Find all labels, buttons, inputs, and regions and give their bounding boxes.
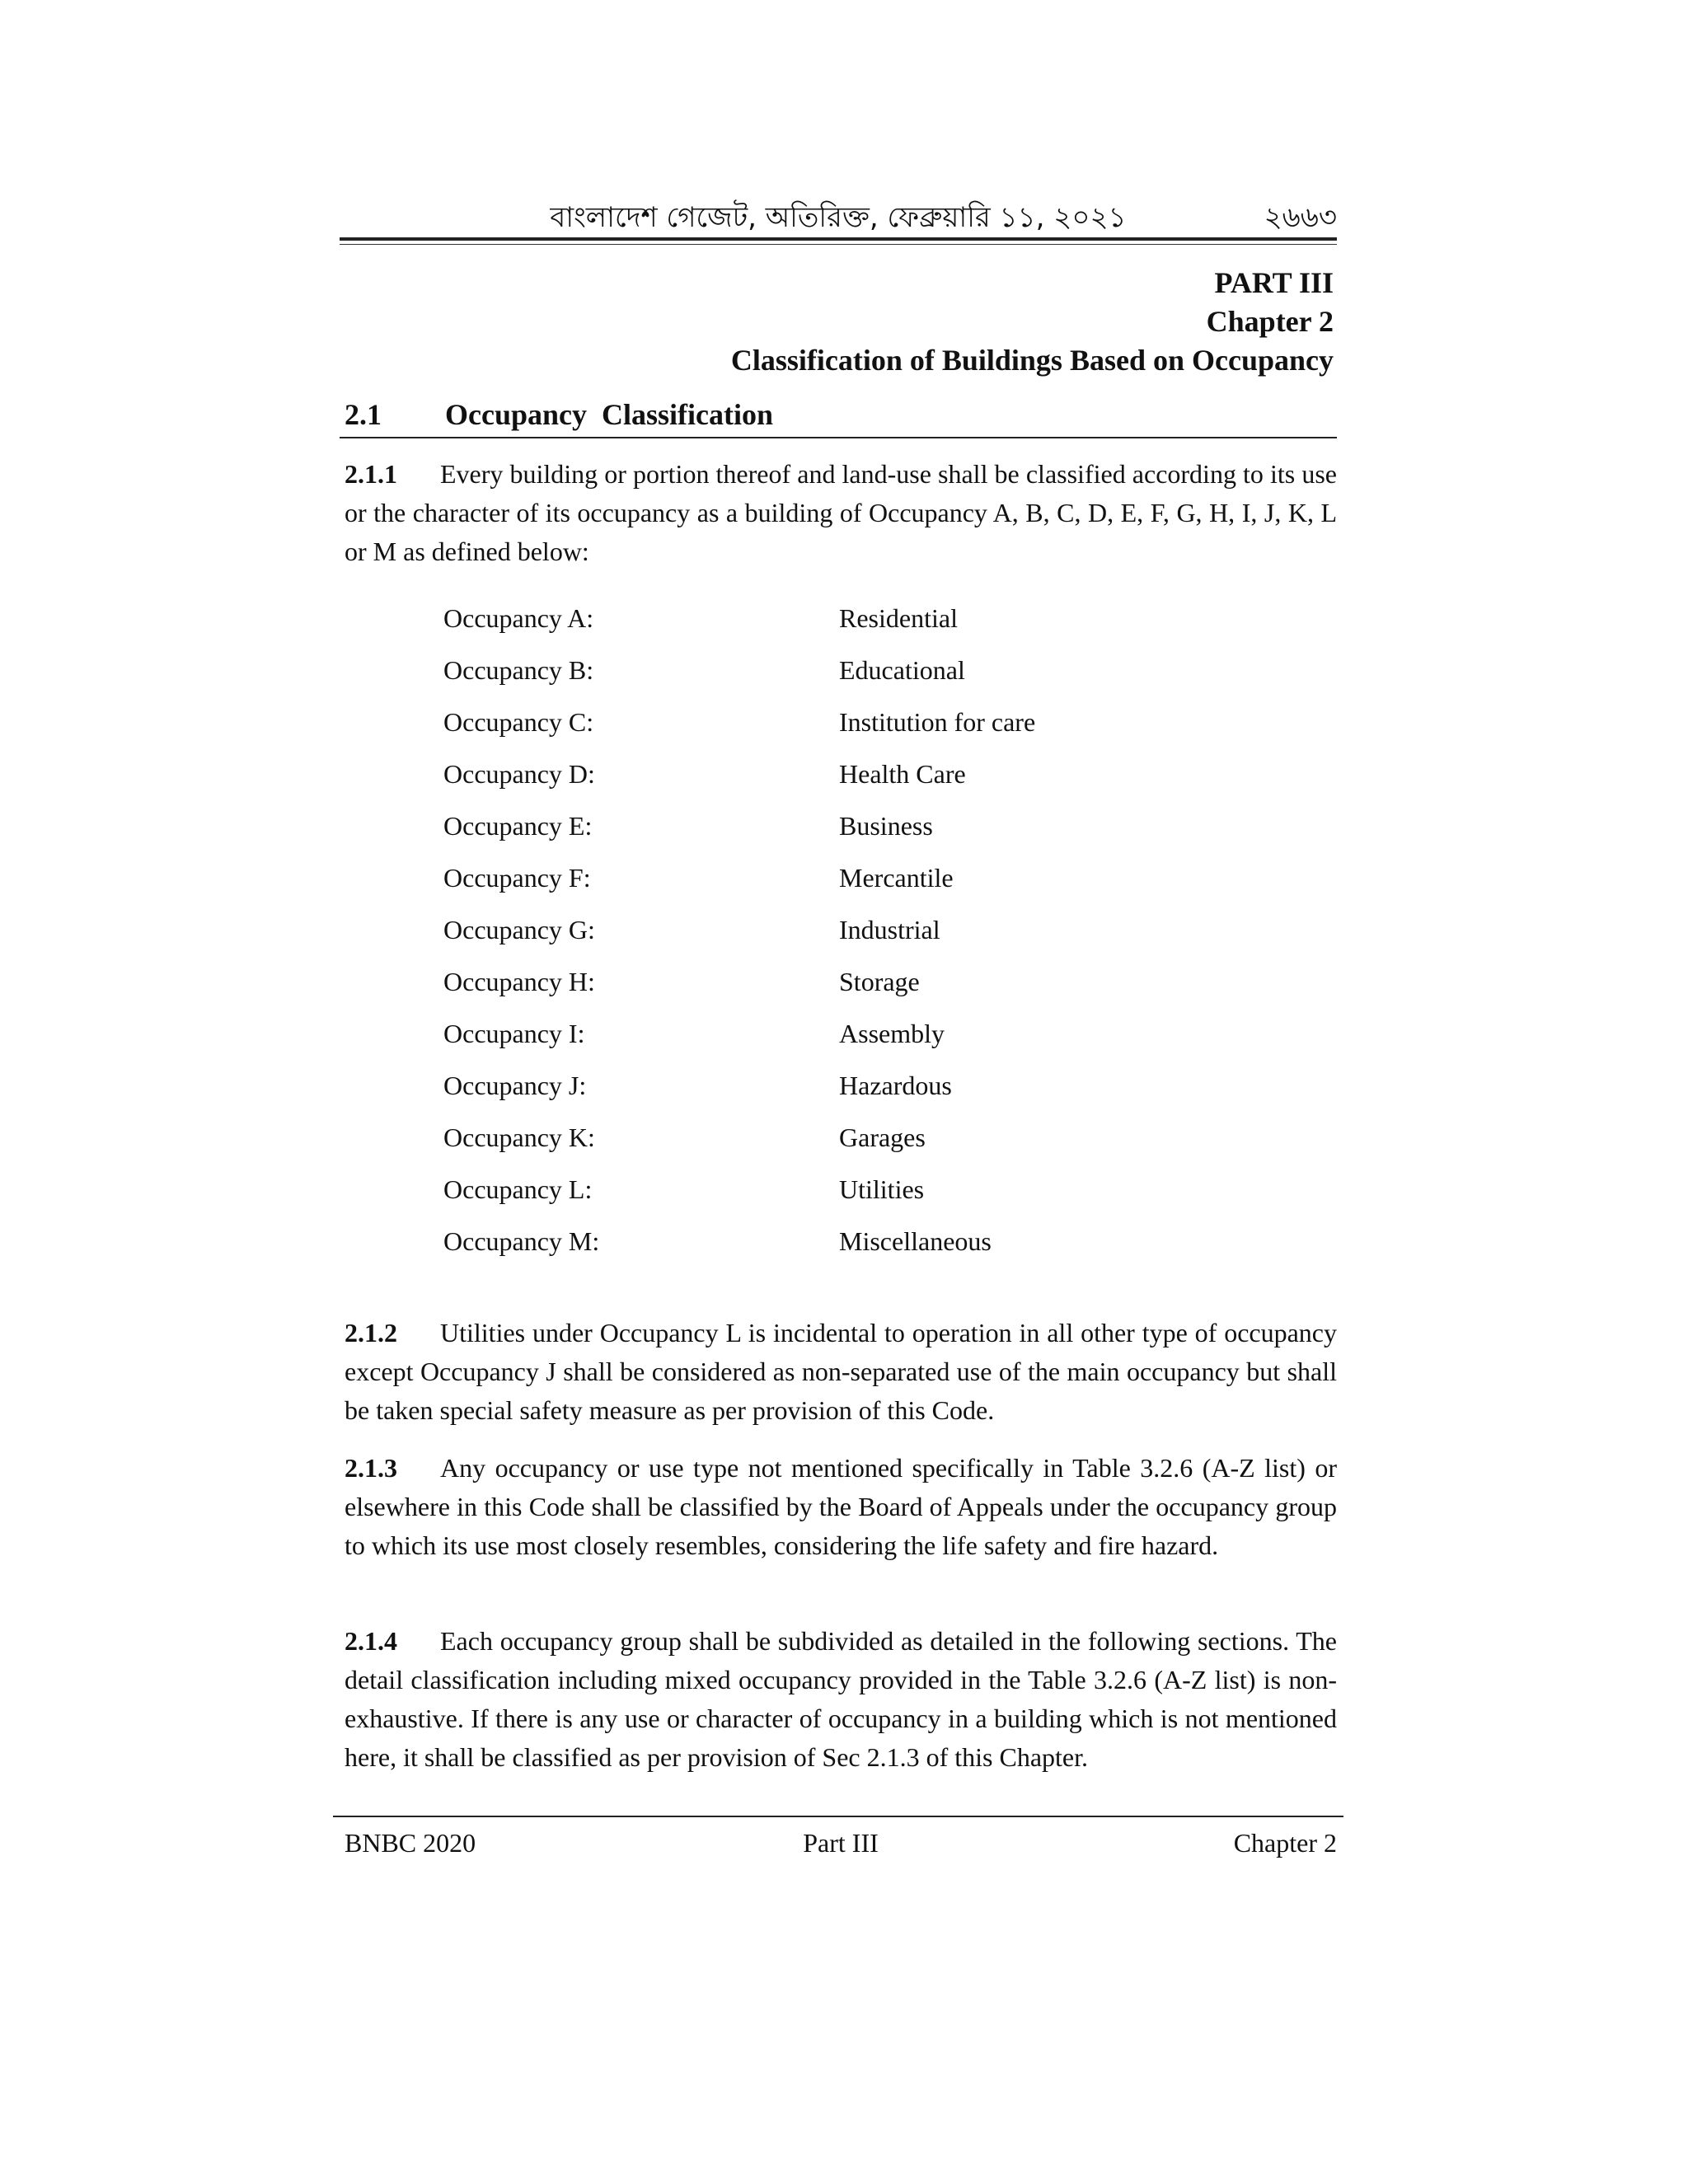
occupancy-value: Business bbox=[839, 811, 933, 841]
section-heading bbox=[345, 397, 1337, 437]
occupancy-label: Occupancy I: bbox=[443, 1019, 585, 1048]
paragraph-number: 2.1.4 bbox=[345, 1626, 397, 1656]
paragraph-text: Each occupancy group shall be subdivided as detailed in the following sections. The detail classification including mixed occupancy provided in the Table 3.2.6 (A-Z list) is non-exhaustive. If there is any use or character of occupancy in a building which is not mentioned here, it shall be classified as per provision of Sec 2.1.3 of this Chapter. bbox=[345, 1626, 1337, 1772]
occupancy-label: Occupancy F: bbox=[443, 863, 591, 893]
gazette-line: বাংলাদেশ গেজেট, অতিরিক্ত, ফেব্রুয়ারি ১১, ২০২১ bbox=[550, 201, 1127, 234]
occupancy-value: Institution for care bbox=[839, 707, 1036, 737]
header-rule-thick bbox=[340, 237, 1337, 241]
occupancy-value: Garages bbox=[839, 1122, 926, 1152]
paragraph-number: 2.1.3 bbox=[345, 1453, 397, 1483]
occupancy-row bbox=[443, 603, 1185, 644]
paragraph-2-1-2 bbox=[345, 1314, 1337, 1430]
occupancy-label: Occupancy B: bbox=[443, 655, 594, 685]
footer-code: BNBC 2020 bbox=[345, 1828, 476, 1858]
section-rule bbox=[340, 437, 1337, 438]
occupancy-label: Occupancy G: bbox=[443, 915, 595, 944]
occupancy-row bbox=[443, 1071, 1185, 1112]
page-number: ২৬৬৩ bbox=[1264, 201, 1337, 234]
paragraph-2-1-4 bbox=[345, 1622, 1337, 1777]
paragraph-text: Any occupancy or use type not mentioned specifically in Table 3.2.6 (A-Z list) or elsewhere in this Code shall be classified by the Board of Appeals under the occupancy group to which its use most closely resembles, considering the life safety and fire hazard. bbox=[345, 1453, 1337, 1560]
occupancy-value: Utilities bbox=[839, 1174, 925, 1204]
occupancy-label: Occupancy D: bbox=[443, 759, 595, 789]
footer-chapter: Chapter 2 bbox=[1233, 1828, 1337, 1858]
occupancy-value: Hazardous bbox=[839, 1071, 952, 1100]
occupancy-row bbox=[443, 915, 1185, 956]
footer-part: Part III bbox=[803, 1828, 879, 1858]
occupancy-value: Residential bbox=[839, 603, 958, 633]
occupancy-label: Occupancy K: bbox=[443, 1122, 595, 1152]
occupancy-row bbox=[443, 967, 1185, 1008]
page-footer bbox=[345, 1828, 1337, 1864]
occupancy-label: Occupancy C: bbox=[443, 707, 594, 737]
chapter-number: Chapter 2 bbox=[1206, 305, 1334, 338]
occupancy-row bbox=[443, 1122, 1185, 1164]
occupancy-value: Storage bbox=[839, 967, 920, 996]
paragraph-text: Every building or portion thereof and land-use shall be classified according to its use or the character of its occupancy as a building of Occupancy A, B, C, D, E, F, G, H, I, J, K, L or M as defined below: bbox=[345, 459, 1337, 566]
chapter-titles bbox=[731, 264, 1334, 380]
occupancy-value: Health Care bbox=[839, 759, 966, 789]
paragraph-text: Utilities under Occupancy L is incidental to operation in all other type of occupancy except Occupancy J shall be considered as non-separated use of the main occupancy but shall be taken special safety measure as per provision of this Code. bbox=[345, 1318, 1337, 1425]
occupancy-row bbox=[443, 863, 1185, 904]
occupancy-row bbox=[443, 759, 1185, 800]
occupancy-label: Occupancy A: bbox=[443, 603, 594, 633]
occupancy-value: Industrial bbox=[839, 915, 940, 944]
occupancy-row bbox=[443, 1019, 1185, 1060]
occupancy-row bbox=[443, 811, 1185, 852]
occupancy-value: Educational bbox=[839, 655, 965, 685]
occupancy-label: Occupancy M: bbox=[443, 1226, 600, 1256]
footer-rule bbox=[333, 1816, 1343, 1817]
occupancy-label: Occupancy L: bbox=[443, 1174, 593, 1204]
occupancy-row bbox=[443, 655, 1185, 696]
occupancy-row bbox=[443, 707, 1185, 748]
occupancy-label: Occupancy H: bbox=[443, 967, 595, 996]
occupancy-value: Mercantile bbox=[839, 863, 954, 893]
occupancy-row bbox=[443, 1174, 1185, 1216]
occupancy-row bbox=[443, 1226, 1185, 1268]
occupancy-value: Miscellaneous bbox=[839, 1226, 992, 1256]
occupancy-label: Occupancy J: bbox=[443, 1071, 587, 1100]
section-title: Occupancy Classification bbox=[445, 398, 774, 431]
paragraph-2-1-1 bbox=[345, 455, 1337, 571]
paragraph-2-1-3 bbox=[345, 1449, 1337, 1565]
chapter-title: Classification of Buildings Based on Occupancy bbox=[730, 344, 1334, 377]
paragraph-number: 2.1.1 bbox=[345, 459, 397, 489]
header-rule-thin bbox=[340, 244, 1337, 245]
occupancy-label: Occupancy E: bbox=[443, 811, 593, 841]
occupancy-value: Assembly bbox=[839, 1019, 945, 1048]
section-number: 2.1 bbox=[345, 398, 382, 431]
running-header bbox=[340, 191, 1337, 241]
part-title: PART III bbox=[1214, 266, 1334, 299]
paragraph-number: 2.1.2 bbox=[345, 1318, 397, 1347]
